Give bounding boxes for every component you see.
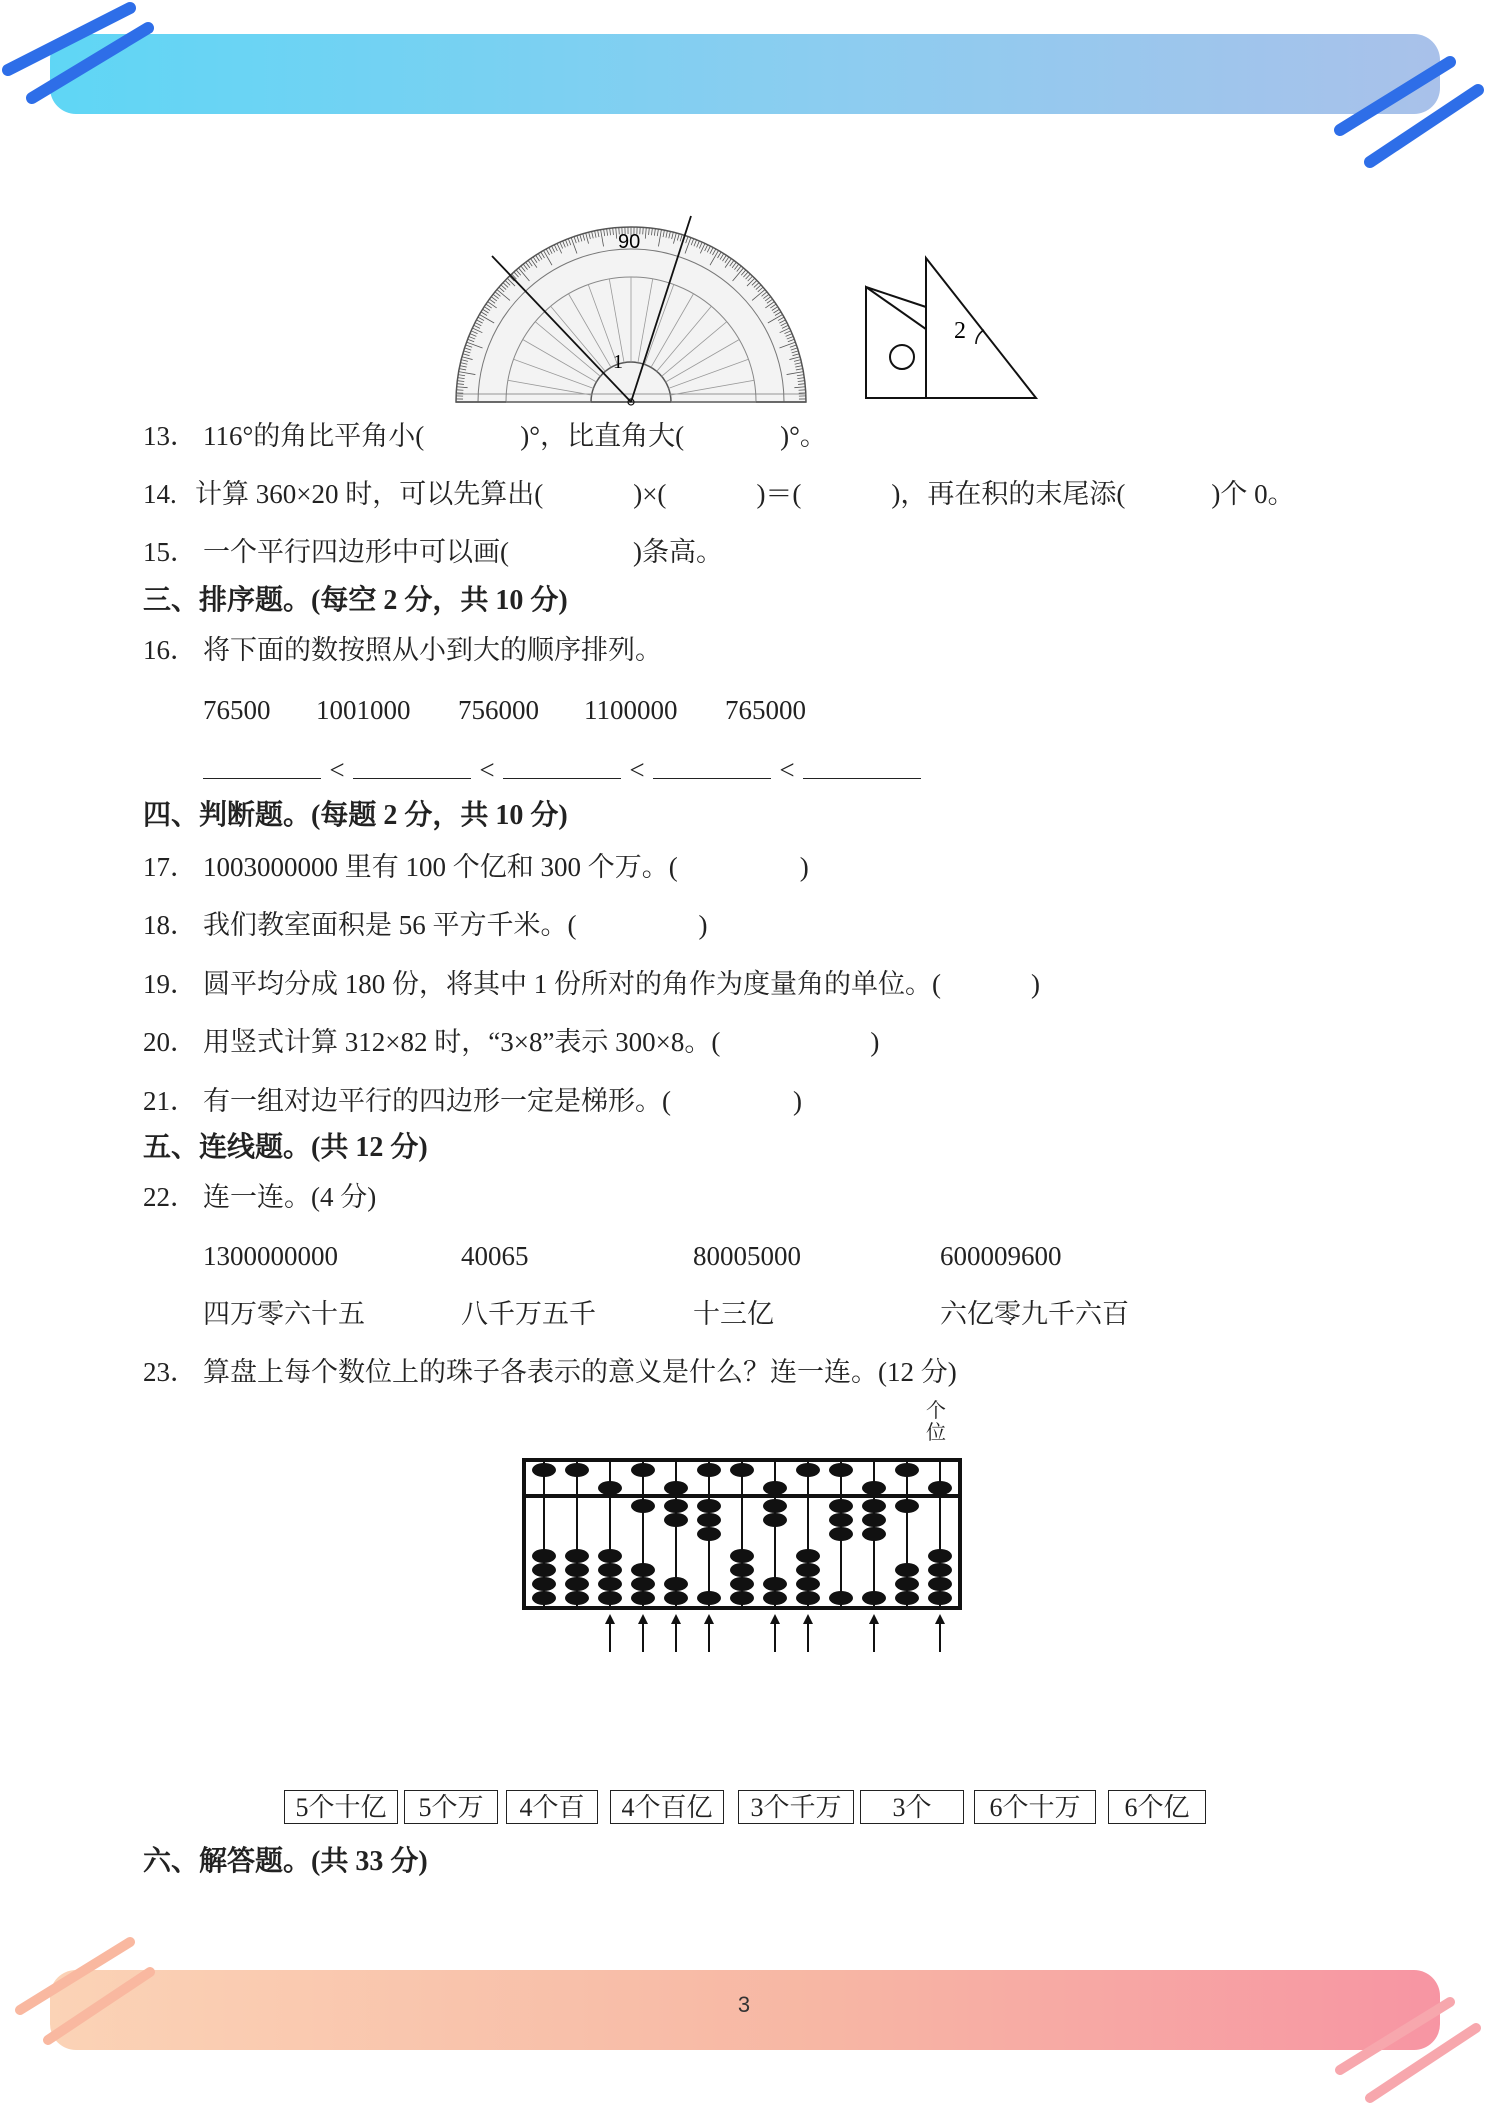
sort-blank[interactable] (653, 752, 771, 779)
abacus-label-box[interactable]: 4个百亿 (610, 1790, 724, 1824)
abacus-bead (730, 1463, 754, 1477)
question-17: 17． 1003000000 里有 100 个亿和 300 个万。( ) (143, 852, 809, 882)
question-21: 21． 有一组对边平行的四边形一定是梯形。( ) (143, 1086, 802, 1116)
triangle-figure (864, 252, 1046, 400)
abacus-bead (763, 1481, 787, 1495)
abacus-bead (664, 1591, 688, 1605)
abacus-bead (664, 1513, 688, 1527)
abacus-bead (598, 1577, 622, 1591)
protractor-figure (450, 208, 812, 408)
abacus-bead (532, 1549, 556, 1563)
abacus-bead (862, 1499, 886, 1513)
abacus-bead (565, 1591, 589, 1605)
abacus-arrow (770, 1614, 780, 1624)
abacus-bead (565, 1549, 589, 1563)
section-5-title: 五、连线题。(共 12 分) (143, 1132, 428, 1163)
sort-blank[interactable] (803, 752, 921, 779)
q16-numbers: 76500 1001000 756000 1100000 765000 (203, 695, 806, 725)
abacus-bead (532, 1577, 556, 1591)
abacus-bead (730, 1591, 754, 1605)
abacus-arrow (605, 1614, 615, 1624)
protractor-90-label: 90 (618, 231, 641, 253)
abacus-bead (895, 1463, 919, 1477)
abacus-bead (664, 1577, 688, 1591)
abacus-bead (598, 1591, 622, 1605)
abacus-label-box[interactable]: 5个万 (404, 1790, 498, 1824)
abacus-bead (664, 1499, 688, 1513)
header-stripes (0, 0, 1488, 180)
abacus-bead (928, 1549, 952, 1563)
abacus-bead (796, 1563, 820, 1577)
question-13: 13． 116°的角比平角小( )°，比直角大( )°。 (143, 421, 827, 451)
q22-word[interactable]: 八千万五千 (461, 1299, 596, 1329)
question-15: 15． 一个平行四边形中可以画( )条高。 (143, 537, 723, 567)
abacus-arrows (605, 1614, 945, 1652)
abacus-label-box[interactable]: 3个 (860, 1790, 964, 1824)
abacus-bead (532, 1463, 556, 1477)
q22-word[interactable]: 六亿零九千六百 (940, 1299, 1129, 1329)
abacus-bead (697, 1513, 721, 1527)
abacus-bead (862, 1527, 886, 1541)
abacus-bead (928, 1481, 952, 1495)
abacus-bead (763, 1499, 787, 1513)
angle-2-label: 2 (954, 318, 966, 344)
abacus-bead (829, 1499, 853, 1513)
q22-number[interactable]: 1300000000 (203, 1241, 338, 1271)
abacus-bead (862, 1513, 886, 1527)
abacus-bead (730, 1577, 754, 1591)
q22-number[interactable]: 40065 (461, 1241, 529, 1271)
q22-number[interactable]: 80005000 (693, 1241, 801, 1271)
abacus-bead (631, 1577, 655, 1591)
abacus-bead (631, 1499, 655, 1513)
q22-word[interactable]: 四万零六十五 (203, 1299, 365, 1329)
abacus-bead (829, 1513, 853, 1527)
abacus-bead (730, 1549, 754, 1563)
abacus-bead (829, 1591, 853, 1605)
abacus-bead (928, 1591, 952, 1605)
abacus-bead (697, 1463, 721, 1477)
abacus-bead (895, 1563, 919, 1577)
abacus-arrow (671, 1614, 681, 1624)
question-14: 14. 计算 360×20 时，可以先算出( )×( )＝( )，再在积的末尾添( )个 0。 (143, 479, 1295, 509)
question-19: 19． 圆平均分成 180 份，将其中 1 份所对的角作为度量角的单位。( ) (143, 969, 1040, 999)
sort-blank[interactable] (503, 752, 621, 779)
abacus-bead (763, 1591, 787, 1605)
abacus-bead (928, 1577, 952, 1591)
abacus-bead (895, 1591, 919, 1605)
abacus-bead (895, 1577, 919, 1591)
abacus-bead (796, 1549, 820, 1563)
abacus-bead (598, 1549, 622, 1563)
abacus-bead (928, 1563, 952, 1577)
abacus-label-box[interactable]: 4个百 (506, 1790, 598, 1824)
abacus-bead (763, 1513, 787, 1527)
abacus-arrow (704, 1614, 714, 1624)
sort-blank[interactable] (203, 752, 321, 779)
abacus-bead (697, 1527, 721, 1541)
abacus-label-box[interactable]: 5个十亿 (284, 1790, 398, 1824)
question-23: 23． 算盘上每个数位上的珠子各表示的意义是什么？连一连。(12 分) (143, 1357, 957, 1387)
abacus-bead (697, 1499, 721, 1513)
abacus-bead (796, 1577, 820, 1591)
abacus-bead (730, 1563, 754, 1577)
abacus-bead (532, 1563, 556, 1577)
abacus-label-box[interactable]: 6个亿 (1108, 1790, 1206, 1824)
section-3-title: 三、排序题。(每空 2 分，共 10 分) (143, 585, 568, 616)
abacus-bead (565, 1463, 589, 1477)
q22-word[interactable]: 十三亿 (693, 1299, 774, 1329)
abacus-bead (763, 1577, 787, 1591)
abacus-bead (532, 1591, 556, 1605)
q22-number[interactable]: 600009600 (940, 1241, 1062, 1271)
abacus-label-box[interactable]: 3个千万 (738, 1790, 854, 1824)
abacus-bead (829, 1463, 853, 1477)
abacus-bead (631, 1591, 655, 1605)
abacus-arrow (803, 1614, 813, 1624)
abacus-bead (565, 1563, 589, 1577)
abacus-bead (829, 1527, 853, 1541)
abacus-bead (862, 1591, 886, 1605)
abacus-bead (631, 1463, 655, 1477)
abacus-bead (598, 1563, 622, 1577)
abacus-bead (598, 1481, 622, 1495)
section-4-title: 四、判断题。(每题 2 分，共 10 分) (143, 800, 568, 831)
ones-place-label: 个 位 (926, 1400, 946, 1444)
abacus-bead (565, 1577, 589, 1591)
abacus-bead (796, 1463, 820, 1477)
question-22: 22． 连一连。(4 分) (143, 1182, 377, 1212)
section-6-title: 六、解答题。(共 33 分) (143, 1846, 428, 1877)
page-number: 3 (737, 1992, 751, 2017)
question-18: 18． 我们教室面积是 56 平方千米。( ) (143, 910, 708, 940)
abacus-bead (631, 1563, 655, 1577)
triangle-hole (890, 345, 914, 369)
abacus (520, 1456, 966, 1656)
triangle-right (926, 258, 1036, 398)
abacus-arrow (935, 1614, 945, 1624)
q16-answer-line: < < < < (203, 752, 921, 786)
abacus-label-box[interactable]: 6个十万 (974, 1790, 1096, 1824)
abacus-bead (895, 1499, 919, 1513)
abacus-arrow (869, 1614, 879, 1624)
sort-blank[interactable] (353, 752, 471, 779)
abacus-bead (664, 1481, 688, 1495)
question-20: 20． 用竖式计算 312×82 时，“3×8”表示 300×8。( ) (143, 1027, 880, 1057)
abacus-arrow (638, 1614, 648, 1624)
abacus-bead (796, 1591, 820, 1605)
abacus-rods (532, 1462, 952, 1606)
abacus-bead (697, 1591, 721, 1605)
question-16: 16． 将下面的数按照从小到大的顺序排列。 (143, 635, 662, 665)
abacus-bead (862, 1481, 886, 1495)
angle-1-label: 1 (613, 351, 623, 373)
